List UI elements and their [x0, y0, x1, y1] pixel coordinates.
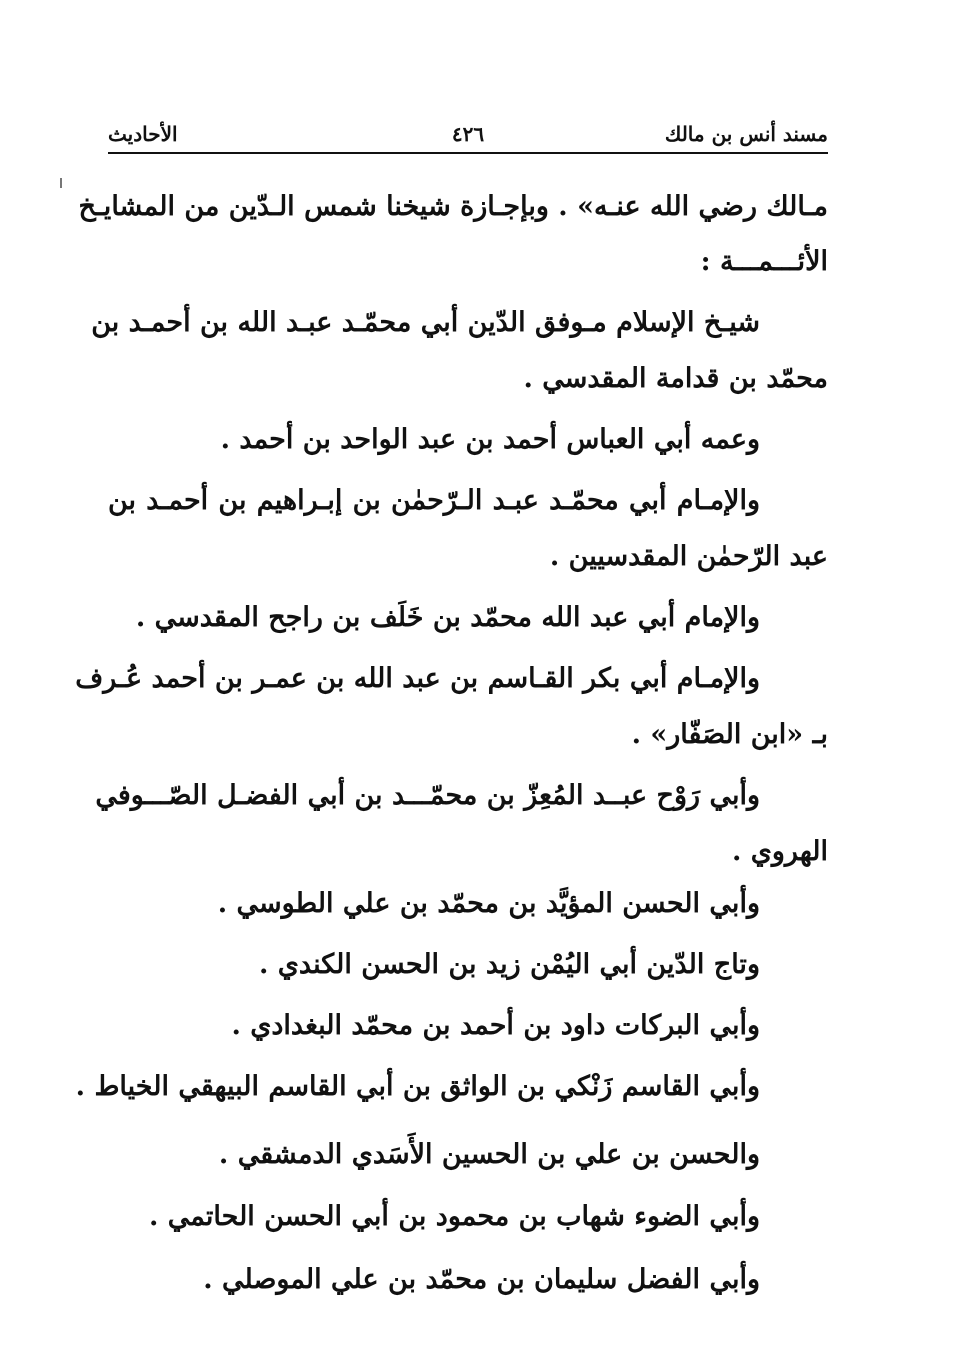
text-line: وأبي البركات داود بن أحمد بن محمّد البغدادي . — [231, 1010, 760, 1041]
text-line: والإمام أبي عبد الله محمّد بن خَلَف بن راجح المقدسي . — [135, 602, 760, 633]
text-line: والإمـام أبي محمّـد عبـد الـرّحمٰن بن إبـراهيم بن أحمـد بن — [108, 485, 760, 516]
text-line: شيـخ الإسلام مـوفق الدّين أبي محمّـد عبـد الله بن أحمـد بن — [91, 307, 760, 338]
text-line: الأئـــمـــة : — [700, 246, 828, 277]
text-line: وأبي رَوْح عبــد المُعِزّ بن محمّـــد بن أبي الفضـل الصّـــوفي — [95, 780, 760, 811]
margin-mark — [60, 178, 62, 188]
page-number: ٤٢٦ — [451, 122, 485, 146]
text-line: والحسن بن علي بن الحسين الأَسَدي الدمشقي . — [218, 1139, 760, 1170]
text-line: وأبي الضوء شهاب بن محمود بن أبي الحسن الحاتمي . — [149, 1201, 760, 1232]
text-line: وأبي الحسن المؤيَّد بن محمّد بن علي الطوسي . — [217, 888, 760, 919]
page-header — [108, 118, 828, 154]
text-line: وتاج الدّين أبي اليُمْن زيد بن الحسن الكندي . — [258, 949, 760, 980]
text-line: وعمه أبي العباس أحمد بن عبد الواحد بن أحمد . — [220, 424, 760, 455]
book-title: مسند أنس بن مالك — [664, 122, 828, 146]
text-line: بـ «ابن الصَفّار» . — [631, 719, 828, 750]
text-line: الهروي . — [731, 836, 828, 867]
text-line: عبد الرّحمٰن المقدسيين . — [549, 541, 828, 572]
text-line: مـالك رضي الله عنـه» . وبإجـازة شيخنا شمس الـدّين من المشايـخ — [78, 191, 828, 222]
section-title: الأحاديث — [108, 122, 178, 146]
text-line: والإمـام أبي بكر القـاسم بن عبد الله بن عمـر بن أحمد عُـرف — [75, 663, 760, 694]
text-line: محمّد بن قدامة المقدسي . — [523, 363, 828, 394]
text-line: وأبي الفضل سليمان بن محمّد بن علي الموصلي . — [203, 1264, 760, 1295]
text-line: وأبي القاسم زَنْكي بن الواثق بن أبي القاسم البيهقي الخياط . — [75, 1071, 760, 1102]
